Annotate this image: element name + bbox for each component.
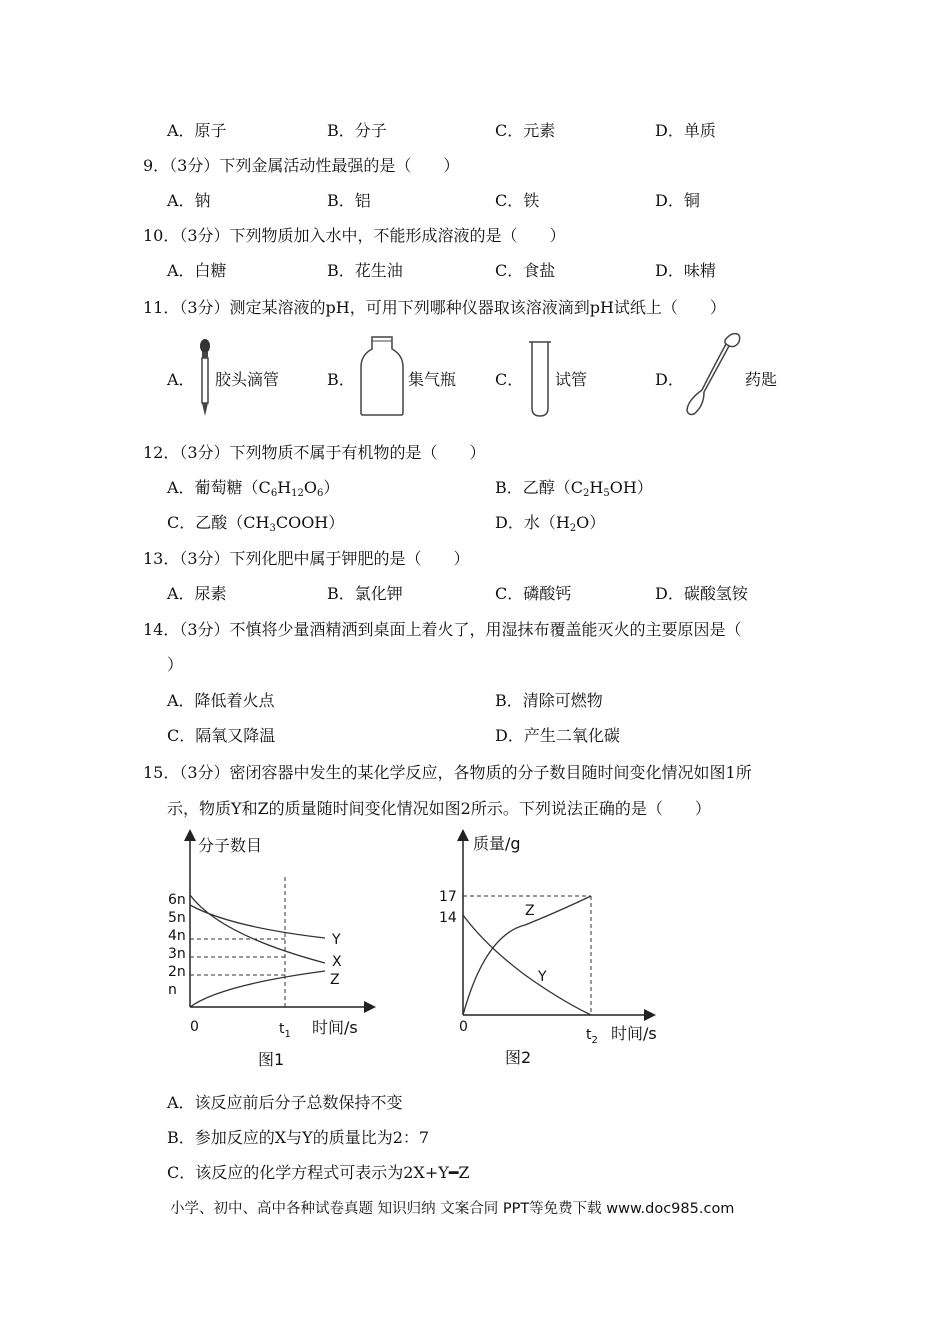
fig2-ylabel: 质量/g [473,834,521,853]
q8-option-b: B．分子 [327,121,387,140]
fig1-series-label-z: Z [330,972,340,988]
q10-option-b: B．花生油 [327,261,403,280]
fig2-xlabel: 时间/s [611,1024,657,1043]
q11-stem: 11．（3分）测定某溶液的pH，可用下列哪种仪器取该溶液滴到pH试纸上（ ） [143,298,726,317]
q11-option-d-letter: D． [655,370,684,389]
q10-option-d: D．味精 [655,261,716,280]
fig1-xtick-t1: $t_1$ [279,1021,291,1040]
q15-option-a: A．该反应前后分子总数保持不变 [167,1093,403,1112]
test-tube-icon [526,340,554,418]
q14-stem-line2: ） [167,655,184,674]
q11-option-b-label: 集气瓶 [408,370,457,389]
q13-stem: 13．（3分）下列化肥中属于钾肥的是（ ） [143,549,470,568]
q12-option-c: C．乙酸$(CH_3COOH)$ [167,513,345,534]
q11-option-c-letter: C． [495,370,524,389]
fig1-series-z [190,971,325,1007]
fig2-ytick-14: 14 [439,910,457,926]
fig2-xtick-0: 0 [459,1019,468,1035]
q15-option-c: C．该反应的化学方程式可表示为2X+Y━Z [167,1163,470,1182]
q9-option-b: B．铝 [327,191,371,210]
page-footer: 小学、初中、高中各种试卷真题 知识归纳 文案合同 PPT等免费下载 www.doc985.com [170,1201,735,1217]
q11-option-a-label: 胶头滴管 [215,370,280,389]
fig1-ytick: 4n [168,928,186,944]
q14-option-a: A．降低着火点 [167,691,275,710]
q9-option-d: D．铜 [655,191,700,210]
q10-stem: 10．（3分）下列物质加入水中，不能形成溶液的是（ ） [143,226,566,245]
q15-stem-line2: 示，物质Y和Z的质量随时间变化情况如图2所示。下列说法正确的是（ ） [167,799,711,818]
q14-option-b: B．清除可燃物 [495,691,603,710]
q10-option-c: C．食盐 [495,261,556,280]
figure-1-chart [160,825,390,1045]
q10-option-a: A．白糖 [167,261,227,280]
q14-option-d: D．产生二氧化碳 [495,726,620,745]
q9-stem: 9．（3分）下列金属活动性最强的是（ ） [143,156,460,175]
q12-option-b: B．乙醇$(C_2H_5OH)$ [495,478,653,499]
fig2-series-label-z: Z [525,903,535,919]
figure-2-chart [425,825,665,1045]
q15-option-b: B．参加反应的X与Y的质量比为2：7 [167,1128,430,1147]
fig1-ytick: n [168,982,177,998]
q12-option-d: D．水$(H_2O)$ [495,513,606,534]
fig1-series-y [190,905,325,938]
fig1-series-x [190,895,325,963]
q12-option-a: A．葡萄糖$(C_6H_{12}O_6)$ [167,478,340,499]
q13-option-a: A．尿素 [167,584,227,603]
q12-stem: 12．（3分）下列物质不属于有机物的是（ ） [143,443,486,462]
fig1-ytick: 3n [168,946,186,962]
q11-option-d-label: 药匙 [745,370,778,389]
q13-option-b: B．氯化钾 [327,584,403,603]
fig1-ytick: 6n [168,892,186,908]
figure-1-caption: 图1 [258,1050,285,1069]
q11-option-b-letter: B． [327,370,355,389]
q11-option-c-label: 试管 [555,370,588,389]
q9-option-c: C．铁 [495,191,540,210]
q15-stem-line1: 15．（3分）密闭容器中发生的某化学反应，各物质的分子数目随时间变化情况如图1所 [143,763,752,782]
fig2-xtick-t2: $t_2$ [586,1027,598,1045]
q14-stem-line1: 14．（3分）不慎将少量酒精洒到桌面上着火了，用湿抹布覆盖能灭火的主要原因是（ [143,620,742,639]
q14-option-c: C．隔氧又降温 [167,726,276,745]
fig1-xtick-0: 0 [190,1019,199,1035]
q13-option-d: D．碳酸氢铵 [655,584,748,603]
figure-2-caption: 图2 [505,1048,532,1067]
gas-bottle-icon [357,335,407,417]
q11-option-a-letter: A． [167,370,195,389]
dropper-icon [196,338,214,418]
fig2-ytick-17: 17 [439,889,457,905]
fig1-ytick: 2n [168,964,186,980]
fig1-series-label-x: X [332,954,342,970]
fig1-ytick: 5n [168,910,186,926]
q8-option-a: A．原子 [167,121,227,140]
fig2-series-label-y: Y [538,969,547,985]
fig1-ylabel: 分子数目 [198,836,263,855]
fig1-xlabel: 时间/s [312,1018,358,1037]
medicine-spoon-icon [682,330,744,418]
q13-option-c: C．磷酸钙 [495,584,572,603]
q9-option-a: A．钠 [167,191,211,210]
q8-option-c: C．元素 [495,121,556,140]
fig1-series-label-y: Y [332,932,341,948]
q8-option-d: D．单质 [655,121,716,140]
